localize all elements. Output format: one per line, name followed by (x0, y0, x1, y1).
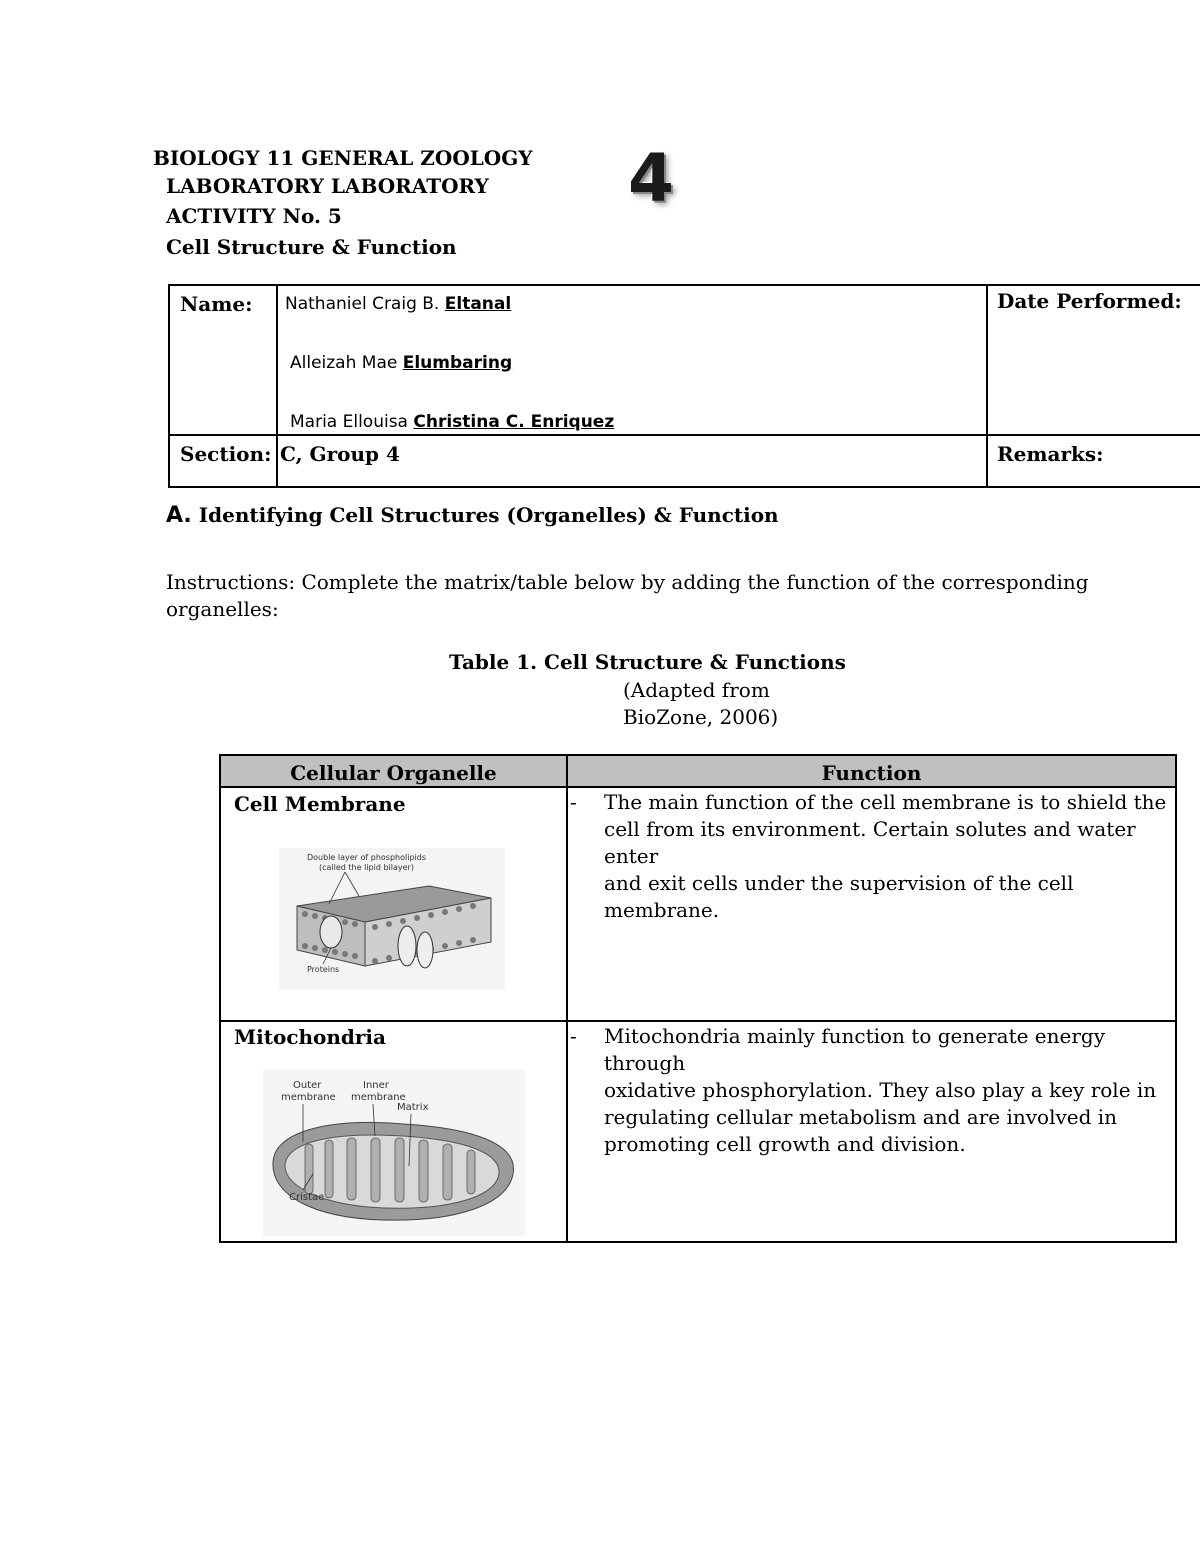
table-caption: Table 1. Cell Structure & Functions (449, 650, 846, 674)
section-value: C, Group 4 (280, 442, 400, 466)
organelle-table (219, 754, 1177, 1243)
activity-number: ACTIVITY No. 5 (166, 204, 342, 228)
diagram-label: membrane (281, 1092, 336, 1103)
section-a-heading: A. Identifying Cell Structures (Organelles) & Function (166, 503, 779, 528)
date-performed-label: Date Performed: (997, 289, 1182, 313)
diagram-label: Inner (363, 1080, 389, 1091)
column-header: Cellular Organelle (221, 756, 566, 786)
group-number-badge: 4 (628, 140, 674, 217)
course-subtitle: LABORATORY LABORATORY (166, 174, 489, 198)
section-label: Section: (180, 442, 272, 466)
list-dash: - (570, 1024, 577, 1048)
table-source: BioZone, 2006) (623, 705, 779, 729)
member-name: Alleizah Mae Elumbaring (290, 353, 513, 373)
organelle-name: Cell Membrane (234, 792, 406, 816)
course-title: BIOLOGY 11 GENERAL ZOOLOGY (153, 146, 533, 170)
diagram-label: Cristae (289, 1192, 325, 1203)
diagram-label: Matrix (397, 1102, 429, 1113)
organelle-name: Mitochondria (234, 1025, 386, 1049)
divider (221, 786, 1175, 788)
organelle-function: The main function of the cell membrane is to shield the cell from its environment. Certain solutes and water enter and exit cells under the supervision of the cell membrane. (604, 790, 1167, 922)
cell-membrane-diagram (279, 848, 505, 990)
instructions: Instructions: Complete the matrix/table below by adding the function of the corresponding (166, 570, 1089, 594)
divider (986, 286, 988, 486)
instructions-continued: organelles: (166, 597, 279, 621)
activity-title: Cell Structure & Function (166, 235, 457, 259)
table-source: (Adapted from (623, 678, 770, 702)
name-label: Name: (180, 292, 253, 316)
divider (170, 434, 1200, 436)
column-header: Function (568, 756, 1175, 786)
diagram-label: Outer (293, 1080, 322, 1091)
divider (276, 286, 278, 486)
info-table (168, 284, 1200, 488)
list-dash: - (570, 790, 577, 814)
member-name: Nathaniel Craig B. Eltanal (285, 294, 512, 314)
remarks-label: Remarks: (997, 442, 1104, 466)
diagram-label: Proteins (307, 965, 340, 974)
divider (221, 1020, 1175, 1022)
divider (566, 756, 568, 1241)
organelle-function: Mitochondria mainly function to generate energy through oxidative phosphorylation. They also play a key role in regulating cellular metabolism and are involved in promoting cell growth and division. (604, 1024, 1157, 1156)
diagram-label: (called the lipid bilayer) (319, 863, 414, 872)
diagram-label: Double layer of phospholipids (307, 853, 427, 862)
member-name: Maria Ellouisa Christina C. Enriquez (290, 412, 615, 432)
mitochondria-diagram (263, 1070, 525, 1236)
diagram-label: membrane (351, 1092, 406, 1103)
